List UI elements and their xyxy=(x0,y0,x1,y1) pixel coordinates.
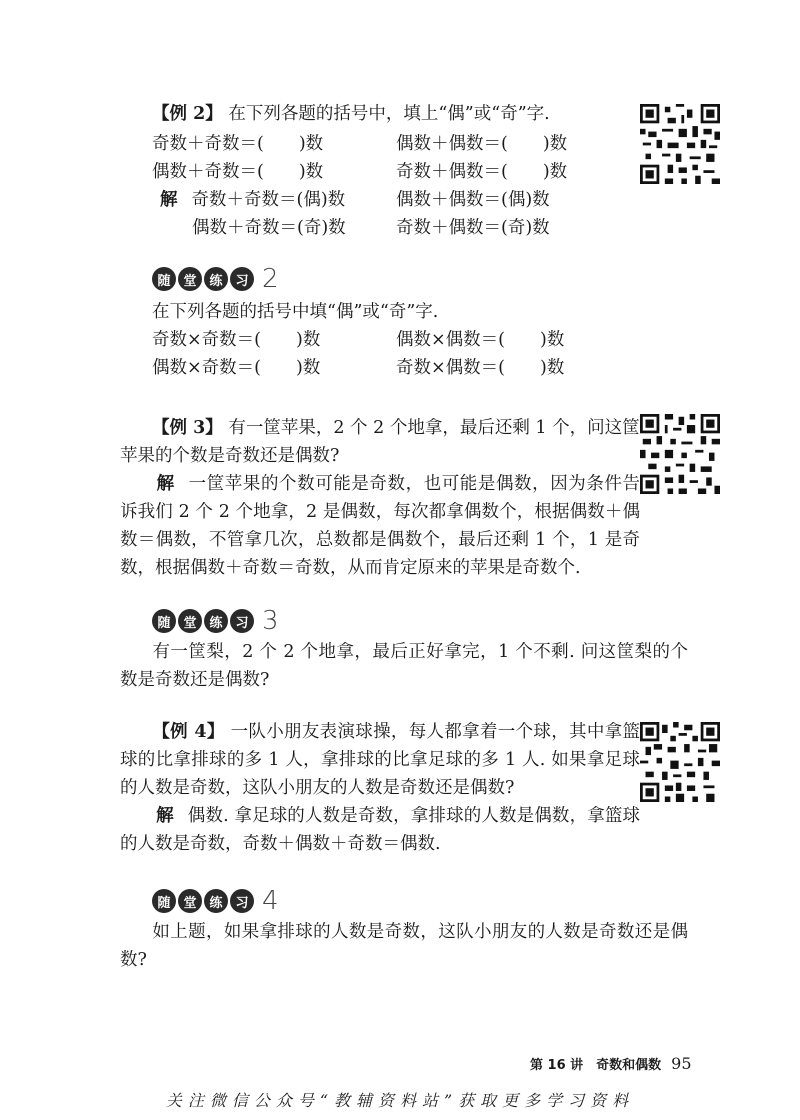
example-3-text: 有一筐苹果，2 个 2 个地拿，最后还剩 1 个，问这筐 xyxy=(228,418,640,438)
example-2-q2: 偶数＋偶数＝( )数 xyxy=(396,134,568,154)
practice-2-q3: 偶数×奇数＝( )数 xyxy=(152,358,321,378)
practice-number: 3 xyxy=(262,606,279,636)
example-4-solution xyxy=(120,802,640,858)
practice-3-text xyxy=(120,638,688,694)
example-4-answer: 偶数. 拿足球的人数是奇数，拿排球的人数是偶数，拿篮球的人数是奇数，奇数＋偶数＋奇数＝偶数. xyxy=(120,806,641,854)
example-2-q3: 偶数＋奇数＝( )数 xyxy=(152,162,324,182)
example-4-label: 【例 4】 xyxy=(152,722,225,742)
practice-2-heading xyxy=(152,266,279,292)
example-3-question-line1 xyxy=(152,414,640,442)
example-3-label: 【例 3】 xyxy=(152,418,223,438)
example-3-question-line2: 苹果的个数是奇数还是偶数? xyxy=(120,446,340,466)
page-number: 95 xyxy=(671,1054,692,1073)
practice-char: 随 xyxy=(152,267,176,291)
example-2-a4: 奇数＋偶数＝(奇)数 xyxy=(396,218,550,238)
lecture-title: 第 16 讲 奇数和偶数 xyxy=(530,1058,662,1073)
page-footer xyxy=(530,1054,692,1073)
practice-2-q4: 奇数×偶数＝( )数 xyxy=(396,358,565,378)
qr-code-icon[interactable] xyxy=(640,104,720,184)
practice-2-q1: 奇数×奇数＝( )数 xyxy=(152,330,321,350)
example-4-text: 一队小朋友表演球操，每人都拿着一个球，其中拿篮球的比拿排球的多 1 人，拿排球的比拿足球的多 1 人. 如果拿足球的人数是奇数，这队小朋友的人数是奇数还是偶数? xyxy=(120,722,640,798)
practice-4-heading xyxy=(152,888,279,914)
practice-number: 2 xyxy=(262,264,279,294)
watermark-text: 关注微信公众号“教辅资料站”获取更多学习资料 xyxy=(165,1091,635,1110)
practice-char: 随 xyxy=(152,889,176,913)
practice-2-q2: 偶数×偶数＝( )数 xyxy=(396,330,565,350)
example-3-answer: 一筐苹果的个数可能是奇数，也可能是偶数，因为条件告诉我们 2 个 2 个地拿，2 是偶数，每次都拿偶数个，根据偶数＋偶数＝偶数，不管拿几次，总数都是偶数个，最后还剩 1 个，1 是奇数，根据偶数＋奇数＝奇数，从而肯定原来的苹果是奇数个. xyxy=(120,474,641,578)
example-4-question xyxy=(120,718,640,802)
practice-char: 练 xyxy=(204,609,228,633)
example-2-a1: 奇数＋奇数＝(偶)数 xyxy=(191,190,346,210)
practice-3-heading xyxy=(152,608,279,634)
practice-char: 堂 xyxy=(178,609,202,633)
solution-label: 解 xyxy=(156,474,175,494)
practice-2-intro: 在下列各题的括号中填“偶”或“奇”字. xyxy=(152,302,439,322)
practice-3-question: 有一筐梨，2 个 2 个地拿，最后正好拿完，1 个不剩. 问这筐梨的个数是奇数还是偶数? xyxy=(120,642,688,690)
solution-label: 解 xyxy=(160,190,178,210)
practice-char: 随 xyxy=(152,609,176,633)
practice-4-text xyxy=(120,918,688,974)
example-2-solution-row1 xyxy=(160,186,345,214)
practice-char: 堂 xyxy=(178,889,202,913)
qr-code-icon[interactable] xyxy=(640,722,720,802)
qr-code-icon[interactable] xyxy=(640,414,720,494)
example-2-q4: 奇数＋偶数＝( )数 xyxy=(396,162,568,182)
solution-label: 解 xyxy=(156,806,174,826)
practice-char: 练 xyxy=(204,889,228,913)
practice-number: 4 xyxy=(262,886,279,916)
practice-char: 堂 xyxy=(178,267,202,291)
example-2-a2: 偶数＋偶数＝(偶)数 xyxy=(396,190,550,210)
example-2-a3: 偶数＋奇数＝(奇)数 xyxy=(192,218,346,238)
practice-char: 习 xyxy=(230,889,254,913)
practice-4-question: 如上题，如果拿排球的人数是奇数，这队小朋友的人数是奇数还是偶数? xyxy=(120,922,688,970)
practice-char: 习 xyxy=(230,267,254,291)
practice-char: 习 xyxy=(230,609,254,633)
example-3-solution xyxy=(120,470,640,582)
example-2-text: 在下列各题的括号中，填上“偶”或“奇”字. xyxy=(228,104,550,124)
example-2-label: 【例 2】 xyxy=(152,104,223,124)
example-2-question xyxy=(152,100,550,128)
example-2-q1: 奇数＋奇数＝( )数 xyxy=(152,134,324,154)
practice-char: 练 xyxy=(204,267,228,291)
